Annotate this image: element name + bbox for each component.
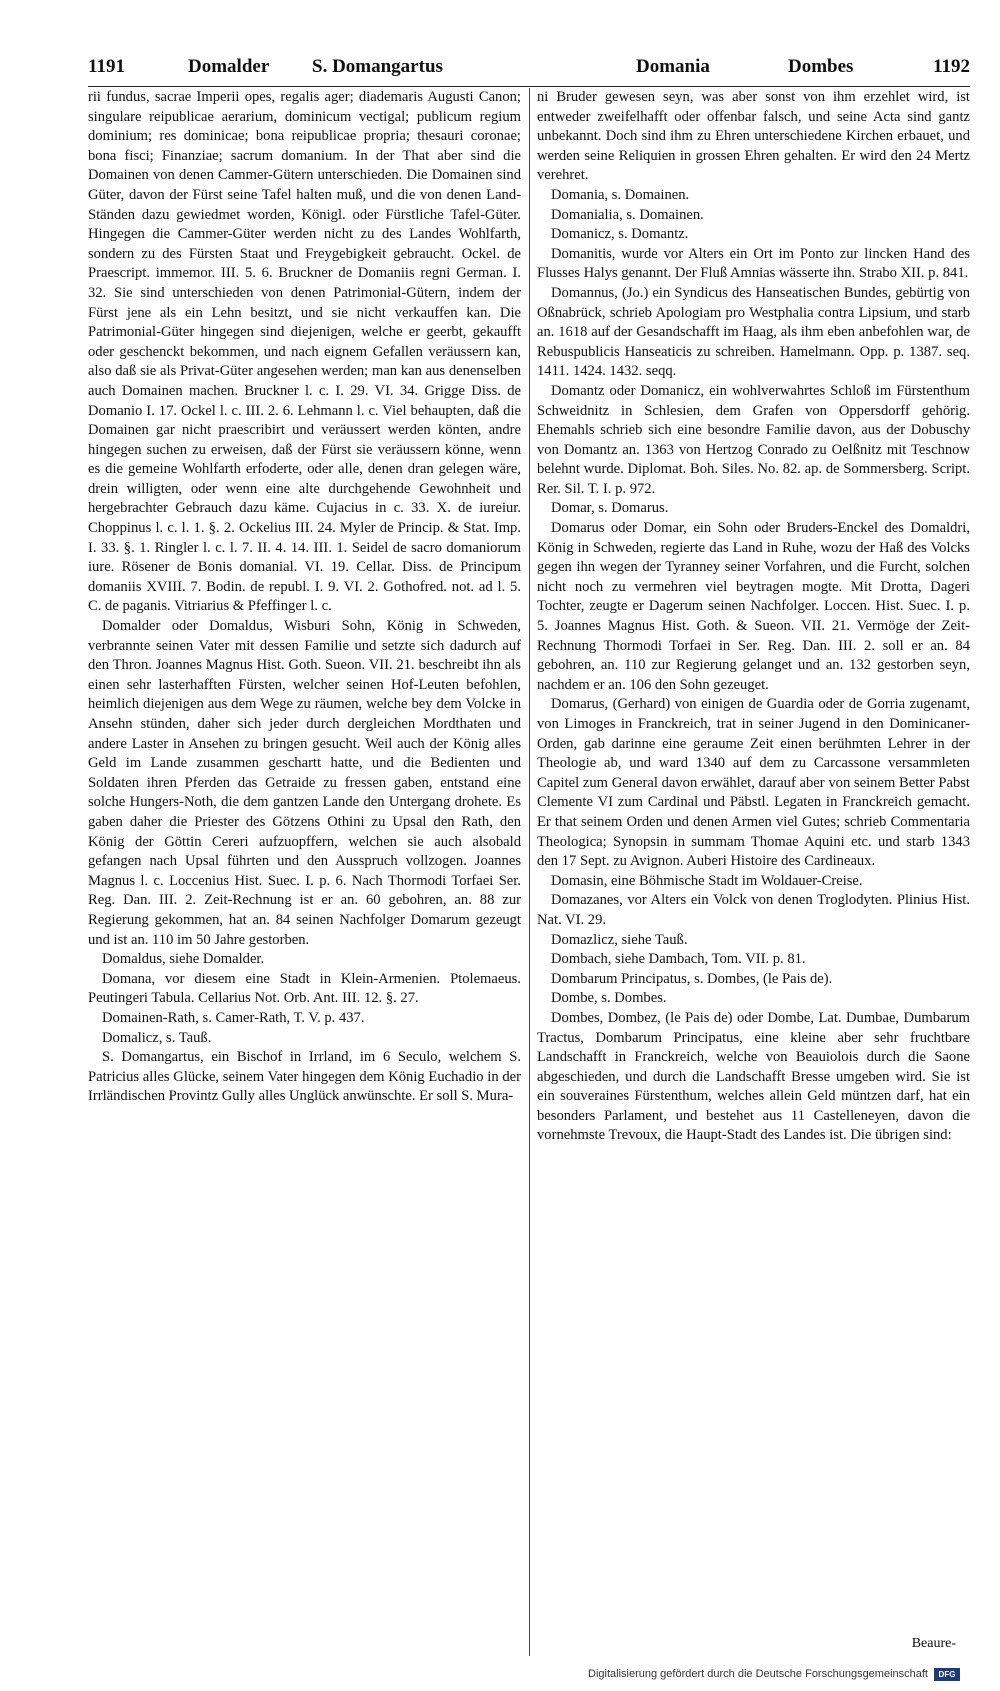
entry-domalder: Domalder oder Domaldus, Wisburi Sohn, König in Schweden, verbrannte seinen Vater mit dessen Familie und setzte sich dadurch auf den Thron. Joannes Magnus Hist. Goth. Sueon. VII. 21. beschreibt ihn als einen sehr lasterhafften Fürsten, welcher seinen Hof-Leuten befohlen, heimlich diejenigen aus dem Wege zu räumen, welche bey dem Volcke in Ansehn stünden, daher sich jeder durch dergleichen Mordthaten und andere Laster in Ansehen zu bringen gesucht. Weil auch der König alles Geld im Lande zusammen geschartt hatte, und die Bedienten und Soldaten ihren Pferden das Getraide zu fressen gaben, entstand eine solche Hungers-Noth, die dem gantzen Lande den Untergang drohete. Es gaben daher die Priester des Götzens Othini zu Upsal den Rath, den König der Göttin Cereri aufzuopffern, welchen sie auch alsobald gefangen nach Upsal führten und den Ausspruch vollzogen. Joannes Magnus l. c. Loccenius Hist. Suec. I. p. 6. Nach Thormodi Torfaei Ser. Reg. Dan. III. 2. Zeit-Rechnung ist er an. 60 gebohren, an. 88 zur Regierung gekommen, hat an. 84 seinen Nachfolger Domarum gezeugt und ist an. 110 im 50 Jahre gestorben. <box>88 618 521 948</box>
footer <box>588 1665 960 1683</box>
entry-domainen-cont: rii fundus, sacrae Imperii opes, regalis ager; diademaris Augusti Canon; singulare reipublicae aerarium, dominicum vectigal; publicum regium dominium; res dominicae; bona reipublicae propria; thesauri coronae; bona fisci; Finanziae; sacrum domanium. In der That aber sind die Domainen von denen Cammer-Gütern unterschieden. Die Domainen sind Güter, davon der Fürst seine Tafel halten muß, und die von denen Land-Ständen dazu gewiedmet worden, Königl. oder Fürstliche Tafel-Güter. Hingegen die Cammer-Güter werden nicht zu des Landes Wohlfarth, sondern zu des Fürsten Staat und Freygebigkeit gebraucht. Ockel. de Praescript. immemor. III. 5. 6. Bruckner de Domaniis regni German. I. 32. Sie sind unterschieden von denen Patrimonial-Gütern, indem der Fürst jene als ein Lehn besitzt, und sie nicht verkauffen kan. Die Patrimonial-Güter hingegen sind diejenigen, welche er geerbt, gekaufft oder geschenckt bekommen, und nach eignem Gefallen veräussern kan, also daß sie als Privat-Güter angesehen werden; man kan aus denenselben auch Domainen machen. Bruckner l. c. I. 29. VI. 34. Grigge Diss. de Domanio I. 17. Ockel l. c. III. 2. 6. Lehmann l. c. Viel behaupten, daß die Domainen gar nicht praescribirt und veräussert werden könten, andre hingegen suchen zu erweisen, daß der Fürst sie veräussern könne, wenn es die gemeine Wohlfarth erfoderte, oder alle, denen dran gelegen wäre, drein willigten, oder wenn eine alte durchgehende Gewohnheit und hergebrachter Gebrauch dazu käme. Cujacius in c. 33. X. de iureiur. Choppinus l. c. l. 1. §. 2. Ockelius III. 24. Myler de Princip. & Stat. Imp. I. 33. §. 1. Ringler l. c. l. 7. II. 4. 14. III. 1. Seidel de sacro domaniorum iure. Rösener de Bonis domanial. VI. 19. Cellar. Diss. de Principum domaniis XVIII. 7. Bodin. de republ. I. 9. VI. 2. Gothofred. not. ad l. 5. C. de paganis. Vitriarius & Pfeffinger l. c. <box>88 89 521 615</box>
header-word-2: S. Domangartus <box>312 56 443 77</box>
right-column <box>537 88 970 1656</box>
page-number-right: 1192 <box>933 56 970 77</box>
entry-domalicz: Domalicz, s. Tauß. <box>102 1029 212 1046</box>
entry-domantz: Domantz oder Domanicz, ein wohlverwahrtes Schloß im Fürstenthum Schweidnitz in Schlesien, dem Grafen von Oppersdorff gehörig. Ehemahls schrieb sich eine besondre Familie davon, aus der Dobuschy von Domantz an. 1363 von Hertzog Conrado zu Oelßnitz mit Teschnow belehnt wurde. Diplomat. Boh. Siles. No. 82. ap. de Sommersberg. Script. Rer. Sil. T. I. p. 972. <box>537 382 970 497</box>
entry-domarus: Domarus oder Domar, ein Sohn oder Bruders-Enckel des Domaldri, König in Schweden, regierte das Land in Ruhe, wozu der Haß des Volcks gegen ihn wegen der Tyranney seiner Vorfahren, und die Furcht, solchen nicht noch zu vermehren viel beytragen mogte. Mit Drotta, Dageri Tochter, zeugte er Dagerum seinen Nachfolger. Loccen. Hist. Suec. I. p. 5. Joannes Magnus Hist. Goth. & Sueon. VII. 21. Vermöge der Zeit-Rechnung Thormodi Torfaei in Ser. Reg. Dan. III. 2. soll er an. 84 gebohren, an. 110 zur Regierung gelanget und an. 132 gestorben seyn, nachdem er an. 106 den Sohn gezeuget. <box>537 520 970 693</box>
left-column <box>88 88 521 1656</box>
entry-dombe: Dombe, s. Dombes. <box>551 990 667 1007</box>
entry-domasin: Domasin, eine Böhmische Stadt im Woldauer-Creise. <box>551 872 863 889</box>
footer-credit: Digitalisierung gefördert durch die Deutsche Forschungsgemeinschaft <box>588 1668 928 1680</box>
entry-domanitis: Domanitis, wurde vor Alters ein Ort im Ponto zur lincken Hand des Flusses Halys genannt. Der Fluß Amnias wässerte ihn. Strabo XII. p. 841. <box>537 245 970 282</box>
catchword: Beaure- <box>911 1636 956 1651</box>
entry-domangartus-cont: ni Bruder gewesen seyn, was aber sonst von ihm erzehlet wird, ist entweder zweifelhafft oder offenbar falsch, und seine Acta sind gantz unbekannt. Doch sind ihm zu Ehren unterschiedene Kirchen erbauet, und werden seine Reliquien in grossen Ehren gehalten. Er wird den 24 Mertz verehret. <box>537 89 970 184</box>
entry-domania: Domania, s. Domainen. <box>551 186 690 203</box>
entry-domangartus: S. Domangartus, ein Bischof in Irrland, im 6 Seculo, welchem S. Patricius alles Glücke, seinem Vater hingegen dem König Euchadio in der Irrländischen Provintz Gully alles Unglück anwünschte. Er soll S. Mura- <box>88 1049 521 1105</box>
entry-domar: Domar, s. Domarus. <box>551 500 669 517</box>
entry-domaldus: Domaldus, siehe Domalder. <box>102 951 265 968</box>
entry-domanialia: Domanialia, s. Domainen. <box>551 206 704 223</box>
header-word-4: Dombes <box>788 56 854 77</box>
page-header <box>88 52 970 87</box>
entry-dombach: Dombach, siehe Dambach, Tom. VII. p. 81. <box>551 951 806 968</box>
header-word-1: Domalder <box>188 56 270 77</box>
entry-domanicz: Domanicz, s. Domantz. <box>551 226 689 243</box>
entry-domazanes: Domazanes, vor Alters ein Volck von denen Troglodyten. Plinius Hist. Nat. VI. 29. <box>537 892 970 928</box>
entry-domainen-rath: Domainen-Rath, s. Camer-Rath, T. V. p. 437. <box>102 1009 365 1026</box>
entry-dombarum: Dombarum Principatus, s. Dombes, (le Pais de). <box>551 970 833 987</box>
entry-domarus-gerhard: Domarus, (Gerhard) von einigen de Guardia oder de Gorria zugenamt, von Limoges in Franckreich, trat in seiner Jugend in den Dominicaner-Orden, gab darinne eine geraume Zeit einen berühmten Lehrer in der Theologie ab, und ward 1340 auf dem zu Carcassone versammleten Capitel zum General davon erwählet, darauf aber von seinem Better Pabst Clemente VI zum Cardinal und Päbstl. Legaten in Franckreich gemacht. Er that seinem Orden und denen Armen viel Gutes; schrieb Commentaria Theologica; Synopsin in summam Thomae Aquini etc. und starb 1343 den 17 Sept. zu Avignon. Auberi Histoire des Cardineaux. <box>537 696 970 870</box>
entry-domannus: Domannus, (Jo.) ein Syndicus des Hanseatischen Bundes, gebürtig von Oßnabrück, schrieb Apologiam pro Westphalia contra Lipsium, und starb an. 1618 auf der Gesandschafft im Haag, als ihm eben anbefohlen war, de Rebuspublicis Hanseaticis zu schreiben. Hamelmann. Opp. p. 1387. seq. 1411. 1424. 1432. seqq. <box>537 284 970 380</box>
entry-dombes: Dombes, Dombez, (le Pais de) oder Dombe, Lat. Dumbae, Dumbarum Tractus, Dombarum Principatus, eine kleine aber sehr fruchtbare Landschafft in Franckreich, welche von Beauiolois durch die Saone abgeschieden, und durch die Landschafft Bresse umgeben wird. Sie ist ein souveraines Fürstenthum, welches allein Geld müntzen darf, hat ein besonders Parlament, und bestehet aus 11 Castelleneyen, davon die vornehmste Trevoux, die Haupt-Stadt des Landes ist. Die übrigen sind: <box>537 1009 970 1144</box>
header-word-3: Domania <box>636 56 710 77</box>
entry-domazlicz: Domazlicz, siehe Tauß. <box>551 931 688 948</box>
entry-domana: Domana, vor diesem eine Stadt in Klein-Armenien. Ptolemaeus. Peutingeri Tabula. Cellarius Not. Orb. Ant. III. 12. §. 27. <box>88 970 521 1007</box>
dfg-logo-icon: DFG <box>934 1668 960 1681</box>
column-divider <box>529 88 530 1656</box>
text-columns <box>88 88 970 1658</box>
page-number-left: 1191 <box>88 56 125 77</box>
